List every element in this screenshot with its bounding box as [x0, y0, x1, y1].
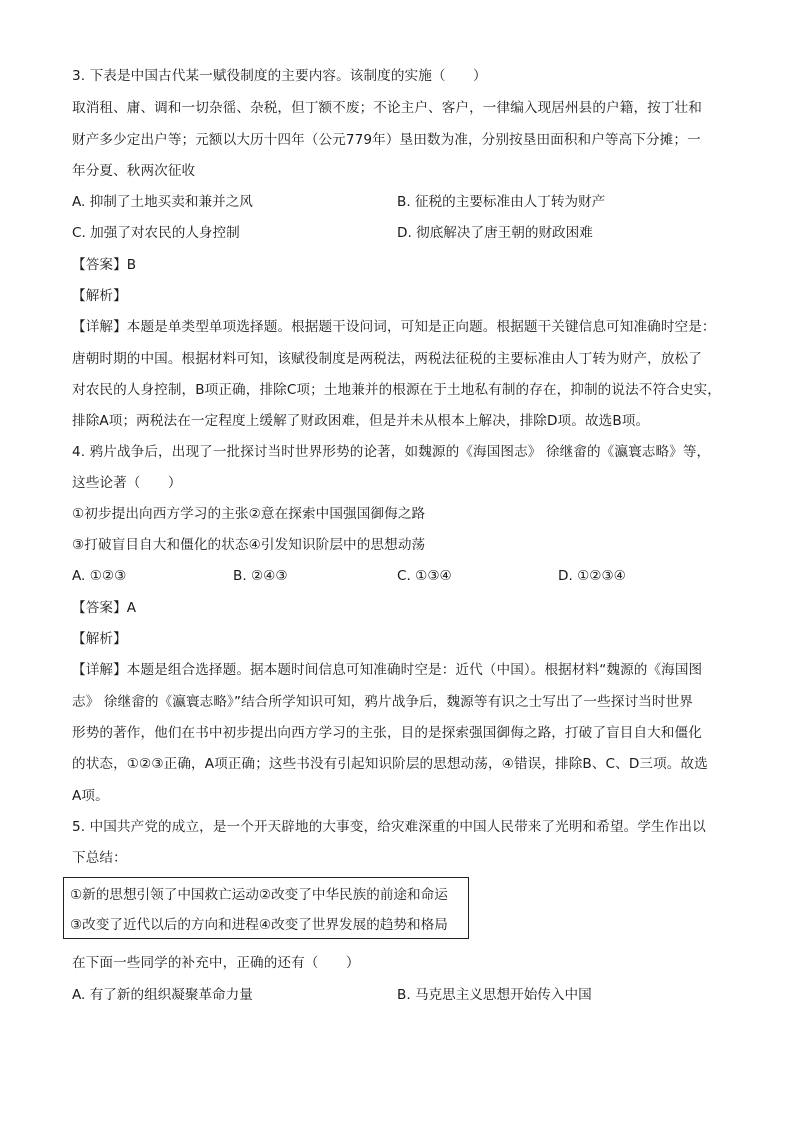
q4-option-d: D. ①②③④ — [558, 568, 626, 584]
q4-detail-line-3: 形势的著作，他们在书中初步提出向西方学习的主张，目的是探索强国御侮之路，打破了盲目自大和僵化 — [72, 725, 702, 741]
q4-detail-line-2: 志》 徐继畲的《瀛寰志略》”结合所学知识可知，鸦片战争后，魏源等有识之士写出了一些探讨当时世界 — [72, 694, 693, 710]
q5-prompt: 在下面一些同学的补充中，正确的还有（ ） — [72, 955, 360, 971]
q4-answer: 【答案】A — [72, 600, 137, 616]
q3-option-a: A. 抑制了土地买卖和兼并之风 — [72, 194, 253, 210]
q5-stem-line-1: 5. 中国共产党的成立，是一个开天辟地的大事变，给灾难深重的中国人民带来了光明和希望。学生作出以 — [72, 819, 706, 835]
q3-detail-line-2: 唐朝时期的中国。根据材料可知，该赋役制度是两税法，两税法征税的主要标准由人丁转为财产，放松了 — [72, 351, 702, 367]
q3-option-c: C. 加强了对农民的人身控制 — [72, 225, 240, 241]
q5-summary-box — [63, 877, 469, 939]
q3-material-line-1: 取消租、庸、调和一切杂徭、杂税，但丁额不废；不论主户、客户，一律编入现居州县的户籍，按丁壮和 — [72, 100, 702, 116]
q4-detail-line-5: A项。 — [72, 788, 109, 804]
q3-detail-line-3: 对农民的人身控制，B项正确，排除C项；土地兼并的根源在于土地私有制的存在，抑制的说法不符合史实， — [72, 382, 721, 398]
q5-stem-line-2: 下总结： — [72, 850, 127, 866]
q3-option-b: B. 征税的主要标准由人丁转为财产 — [397, 194, 606, 210]
q4-item-line-2: ③打破盲目自大和僵化的状态④引发知识阶层中的思想动荡 — [72, 537, 426, 553]
q4-option-a: A. ①②③ — [72, 568, 127, 584]
q4-option-b: B. ②④③ — [233, 568, 288, 584]
q5-box-line-2: ③改变了近代以后的方向和进程④改变了世界发展的趋势和格局 — [70, 917, 448, 933]
q5-option-b: B. 马克思主义思想开始传入中国 — [397, 987, 592, 1003]
q4-analysis-label: 【解析】 — [72, 631, 127, 647]
q4-stem-line-2: 这些论著（ ） — [72, 475, 182, 491]
q3-option-d: D. 彻底解决了唐王朝的财政困难 — [397, 225, 593, 241]
q4-item-line-1: ①初步提出向西方学习的主张②意在探索中国强国御侮之路 — [72, 506, 426, 522]
q3-material-line-2: 财产多少定出户等；元额以大历十四年（公元779年）垦田数为准，分别按垦田面积和户等高下分摊；一 — [72, 132, 701, 148]
q4-detail-line-4: 的状态，①②③正确，A项正确；这些书没有引起知识阶层的思想动荡，④错误，排除B、C、D三项。故选 — [72, 756, 708, 772]
q5-box-line-1: ①新的思想引领了中国救亡运动②改变了中华民族的前途和命运 — [70, 887, 448, 903]
q5-option-a: A. 有了新的组织凝聚革命力量 — [72, 987, 253, 1003]
q3-material-line-3: 年分夏、秋两次征收 — [72, 163, 196, 179]
q3-detail-line-1: 【详解】本题是单类型单项选择题。根据题干设问词，可知是正向题。根据题干关键信息可知准确时空是： — [72, 319, 716, 335]
q4-stem-line-1: 4. 鸦片战争后，出现了一批探讨当时世界形势的论著，如魏源的《海国图志》 徐继畲的《瀛寰志略》等， — [72, 444, 711, 460]
q4-detail-line-1: 【详解】本题是组合选择题。据本题时间信息可知准确时空是：近代（中国）。根据材料“魏源的《海国图 — [72, 662, 703, 678]
q3-stem: 3. 下表是中国古代某一赋役制度的主要内容。该制度的实施（ ） — [72, 68, 487, 84]
q4-option-c: C. ①③④ — [397, 568, 452, 584]
q3-answer: 【答案】B — [72, 257, 137, 273]
q3-analysis-label: 【解析】 — [72, 288, 127, 304]
q3-detail-line-4: 排除A项；两税法在一定程度上缓解了财政困难，但是并未从根本上解决，排除D项。故选B项。 — [72, 413, 650, 429]
